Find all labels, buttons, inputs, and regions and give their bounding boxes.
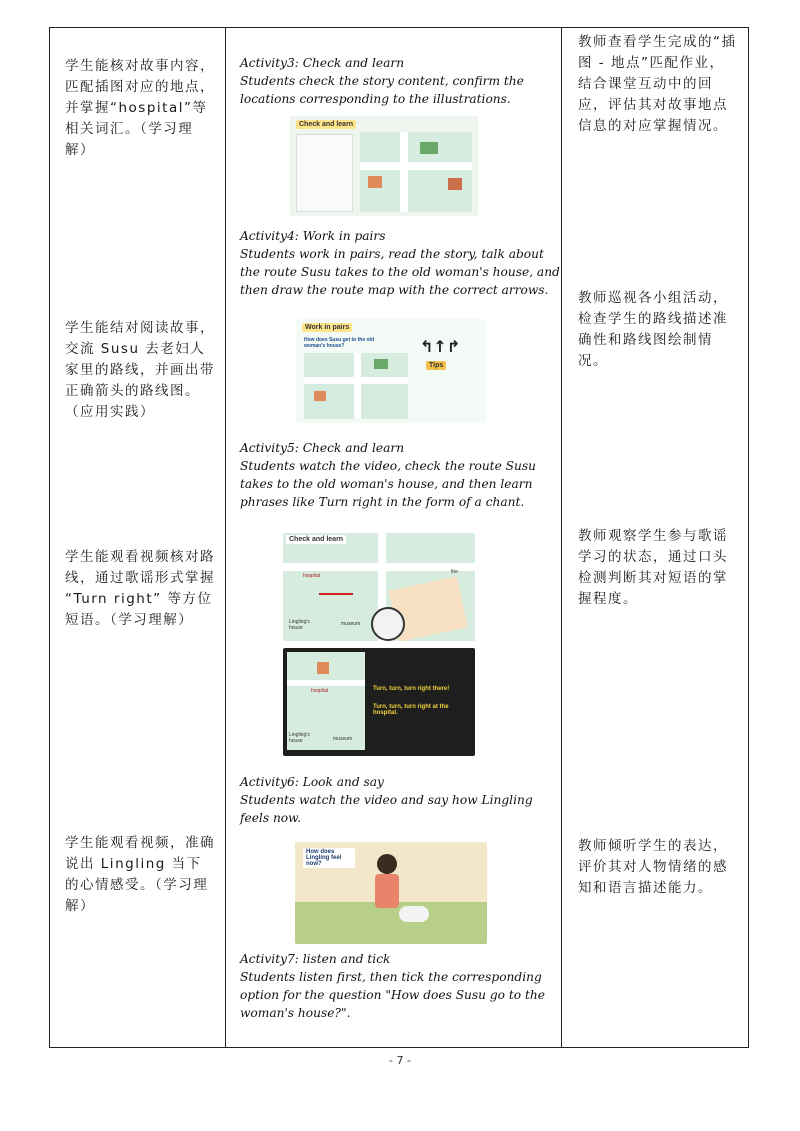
activity-title: Activity3: Check and learn [240,56,405,70]
tips-label: Tips [426,361,446,370]
route-arrow [319,593,353,595]
building-icon [420,142,438,154]
activity-illustration [290,116,478,216]
objective-text: 学生能观看视频核对路线，通过歌谣形式掌握 “Turn right” 等方位短语。（学习理解） [65,549,215,628]
map-label: Lingling's house [289,619,310,631]
map-label: hospital [303,573,321,579]
activity-title: Activity7: listen and tick [240,952,391,966]
road-shape [354,353,361,419]
arrow-icons: ↰↑↱ [420,337,461,356]
activity-title: Activity4: Work in pairs [240,229,386,243]
lesson-plan-table [49,27,749,1048]
activity-illustration [295,842,487,944]
building-icon [374,359,388,369]
building-icon [448,178,462,190]
column-divider-1 [225,28,226,1047]
building-icon [317,662,329,674]
robot-icon [371,607,405,641]
map-thumbnail [287,652,365,750]
road-shape [360,162,472,170]
map-label: museum [333,736,353,742]
girl-body [375,874,399,908]
activity-block [240,227,560,299]
activity-block [240,439,560,511]
evaluation-text: 教师倾听学生的表达，评价其对人物情绪的感知和语言描述能力。 [578,838,728,896]
activity-illustration [283,533,475,641]
illustration-question: How does Lingling feel now? [303,848,355,868]
objective-text: 学生能观看视频，准确说出 Lingling 当下的心情感受。（学习理解） [65,835,215,914]
map-thumbnail [360,132,472,212]
illustration-tag: Check and learn [286,535,346,544]
activity-block [240,950,560,1022]
activity-description: Students watch the video, check the route Susu takes to the old woman's house, and then learn phrases like Turn right in the form of a chant. [240,459,536,509]
building-icon [368,176,382,188]
chant-line: Turn, turn, turn right there! [373,686,450,692]
cat-shape [399,906,429,922]
activity-illustration [283,648,475,756]
evaluation-text: 教师观察学生参与歌谣学习的状态，通过口头检测判断其对短语的掌握程度。 [578,528,728,607]
illustration-tag: Work in pairs [302,323,352,332]
objective-text: 学生能结对阅读故事，交流 Susu 去老妇人家里的路线，并画出带正确箭头的路线图。（应用实践） [65,320,215,420]
page-number: - 7 - [389,1054,411,1067]
column-divider-2 [561,28,562,1047]
illustration-tag: Check and learn [296,120,356,129]
girl-head [377,854,397,874]
building-icon [314,391,326,401]
activity-illustration [296,319,486,423]
map-label: hospital [311,688,329,694]
evaluation-text: 教师查看学生完成的“插图 - 地点”匹配作业，结合课堂互动中的回应，评估其对故事地点信息的对应掌握情况。 [578,34,737,134]
activity-description: Students check the story content, confirm the locations corresponding to the illustrations. [240,74,524,106]
activity-description: Students watch the video and say how Lingling feels now. [240,793,533,825]
activity-block [240,54,560,108]
map-label: Lingling's house [289,732,310,744]
road-shape [287,680,365,686]
activity-block [240,773,560,827]
illustration-question: How does Susu get to the old woman's house? [304,337,374,349]
grass-shape [295,902,487,944]
story-page-thumbnail [296,134,353,212]
evaluation-text: 教师巡视各小组活动，检查学生的路线描述准确性和路线图绘制情况。 [578,290,728,369]
map-label: museum [341,621,361,627]
map-label: the [451,569,458,575]
objective-text: 学生能核对故事内容，匹配插图对应的地点，并掌握“hospital”等相关词汇。（学习理解） [65,58,215,158]
map-thumbnail [304,353,408,419]
activity-title: Activity6: Look and say [240,775,384,789]
chant-line: Turn, turn, turn right at the hospital. [373,704,449,716]
activity-description: Students work in pairs, read the story, talk about the route Susu takes to the old woman's house, and then draw the route map with the correct arrows. [240,247,560,297]
road-shape [400,132,408,212]
activity-title: Activity5: Check and learn [240,441,405,455]
activity-description: Students listen first, then tick the corresponding option for the question "How does Susu go to the woman's house?". [240,970,545,1020]
